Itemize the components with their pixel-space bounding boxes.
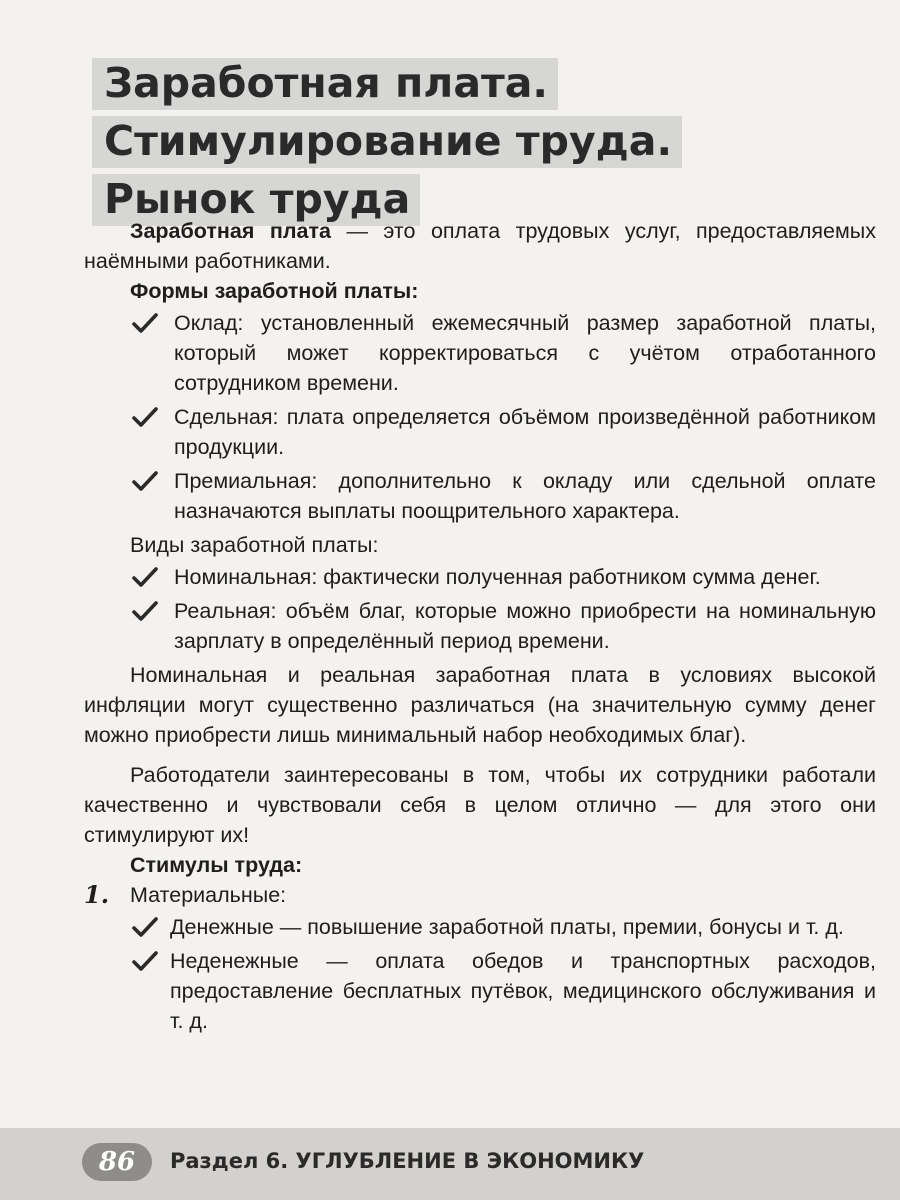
check-icon [132, 600, 158, 622]
numbered-item [84, 880, 876, 910]
check-icon [132, 470, 158, 492]
employers-paragraph: Работодатели заинтересованы в том, чтобы их сотрудники работали качественно и чувствовали себя в целом отлично — для этого они стимулируют их! [84, 763, 876, 847]
page-title [92, 58, 682, 232]
list-item [84, 912, 876, 942]
title-line-2: Стимулирование труда. [92, 116, 682, 168]
list-item [84, 308, 876, 398]
list-item [84, 466, 876, 526]
check-icon [132, 950, 158, 972]
numbered-item-label: Материальные: [130, 883, 287, 907]
title-line-3: Рынок труда [92, 174, 420, 226]
check-icon [132, 312, 158, 334]
body-text [84, 216, 876, 1040]
list-item-text: Номинальная: фактически полученная работником сумма денег. [174, 565, 821, 589]
list-item-text: Денежные — повышение заработной платы, премии, бонусы и т. д. [170, 915, 844, 939]
list-item [84, 946, 876, 1036]
inflation-paragraph: Номинальная и реальная заработная плата в условиях высокой инфляции могут существенно различаться (на значительную сумму денег можно приобрести лишь минимальный набор необходимых благ). [84, 663, 876, 747]
forms-heading: Формы заработной платы: [130, 279, 419, 303]
list-item-text: Реальная: объём благ, которые можно приобрести на номинальную зарплату в определённый период времени. [174, 599, 876, 653]
definition-paragraph [84, 216, 876, 276]
item-number: 1. [84, 880, 110, 909]
list-item [84, 562, 876, 592]
check-icon [132, 566, 158, 588]
list-item [84, 402, 876, 462]
stimuli-heading: Стимулы труда: [130, 853, 303, 877]
check-icon [132, 916, 158, 938]
list-item [84, 596, 876, 656]
list-item-text: Премиальная: дополнительно к окладу или сдельной оплате назначаются выплаты поощрительного характера. [174, 469, 876, 523]
title-line-1: Заработная плата. [92, 58, 558, 110]
page-footer [0, 1128, 900, 1200]
list-item-text: Сдельная: плата определяется объёмом произведённой работником продукции. [174, 405, 876, 459]
check-icon [132, 406, 158, 428]
types-heading: Виды заработной платы: [130, 533, 379, 557]
definition-term: Заработная плата [130, 219, 331, 243]
list-item-text: Оклад: установленный ежемесячный размер заработной платы, который может корректироваться с учётом отработанного сотрудником времени. [174, 311, 876, 395]
section-title: Раздел 6. УГЛУБЛЕНИЕ В ЭКОНОМИКУ [170, 1149, 645, 1173]
list-item-text: Неденежные — оплата обедов и транспортных расходов, предоставление бесплатных путёвок, медицинского обслуживания и т. д. [170, 949, 876, 1033]
definition-text: — это оплата трудовых услуг, предоставляемых наёмными работниками. [84, 219, 876, 273]
page-number-badge: 86 [82, 1143, 152, 1181]
